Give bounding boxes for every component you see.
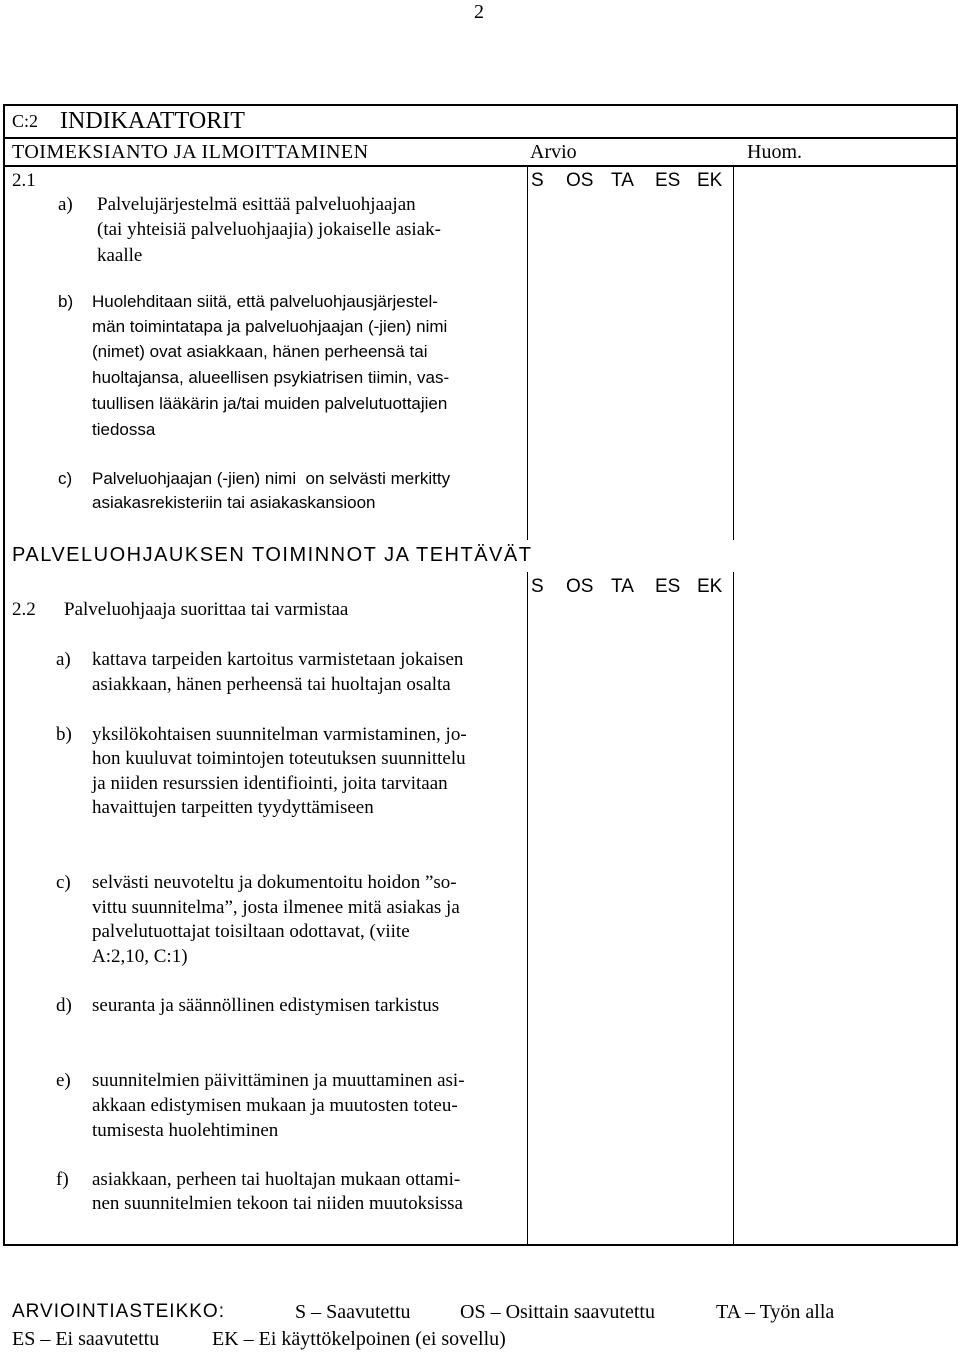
table-row-divider-title: [3, 137, 958, 139]
item-text-line: yksilökohtaisen suunnitelman varmistaminen, jo-: [92, 724, 467, 745]
item-text-line: (nimet) ovat asiakkaan, hänen perheensä tai: [92, 342, 428, 361]
item-label: b): [58, 292, 74, 311]
assessment-header: Arvio: [530, 141, 577, 163]
item-text-line: huoltajansa, alueellisen psykiatrisen tiimin, vas-: [92, 368, 450, 387]
rating-column-es: ES: [655, 170, 681, 191]
rating-column-s: S: [531, 576, 544, 597]
table-border-bottom: [3, 1244, 958, 1246]
table-border-left: [3, 104, 5, 1246]
item-label: e): [56, 1070, 71, 1091]
section-heading: PALVELUOHJAUKSEN TOIMINNOT JA TEHTÄVÄT: [12, 544, 533, 566]
item-text-line: asiakkaan, hänen perheensä tai huoltajan osalta: [92, 674, 451, 695]
rating-column-ek: EK: [697, 576, 723, 597]
legend-entry-es: ES – Ei saavutettu: [12, 1328, 160, 1350]
item-text-line: män toimintatapa ja palveluohjaajan (-jien) nimi: [92, 317, 448, 336]
assessment-column-left-border-2-2: [527, 572, 528, 1245]
item-text-line: seuranta ja säännöllinen edistymisen tarkistus: [92, 995, 440, 1016]
item-text-line: ja niiden resurssien identifiointi, joita tarvitaan: [92, 773, 448, 794]
table-border-right: [956, 104, 958, 1246]
rating-column-ta: TA: [611, 576, 634, 597]
section-title: INDIKAATTORIT: [60, 108, 245, 134]
item-text-line: hon kuuluvat toimintojen toteutuksen suunnittelu: [92, 748, 466, 769]
indicator-number: 2.1: [12, 170, 36, 191]
item-text-line: nen suunnitelmien tekoon tai niiden muutoksissa: [92, 1193, 463, 1214]
indicator-number: 2.2: [12, 599, 36, 620]
item-text-line: tuullisen lääkärin ja/tai muiden palvelutuottajien: [92, 394, 448, 413]
legend-entry-ta: TA – Työn alla: [716, 1301, 835, 1323]
item-text-line: (tai yhteisiä palveluohjaajia) jokaiselle asiak-: [97, 219, 441, 240]
rating-column-os: OS: [566, 170, 594, 191]
indicator-intro: Palveluohjaaja suorittaa tai varmistaa: [64, 599, 349, 620]
item-label: c): [56, 872, 71, 893]
rating-column-ek: EK: [697, 170, 723, 191]
item-text-line: Huolehditaan siitä, että palveluohjausjärjestel-: [92, 292, 438, 311]
subsection-title: TOIMEKSIANTO JA ILMOITTAMINEN: [12, 141, 369, 163]
item-text-line: tiedossa: [92, 420, 156, 439]
item-label: a): [56, 649, 71, 670]
rating-column-os: OS: [566, 576, 594, 597]
item-text-line: asiakkaan, perheen tai huoltajan mukaan ottami-: [92, 1169, 461, 1190]
item-text-line: palvelutuottajat toisiltaan odottavat, (viite: [92, 921, 410, 942]
item-text-line: Palvelujärjestelmä esittää palveluohjaajan: [97, 194, 416, 215]
legend-entry-os: OS – Osittain saavutettu: [460, 1301, 655, 1323]
rating-column-es: ES: [655, 576, 681, 597]
item-text-line: vittu suunnitelma”, josta ilmenee mitä asiakas ja: [92, 897, 460, 918]
item-text-line: tumisesta huolehtiminen: [92, 1120, 279, 1141]
assessment-column-right-border-2-2: [733, 572, 734, 1245]
section-code: C:2: [12, 111, 39, 131]
item-text-line: suunnitelmien päivittäminen ja muuttaminen asi-: [92, 1070, 465, 1091]
item-text-line: havaittujen tarpeitten tyydyttämiseen: [92, 797, 374, 818]
item-label: b): [56, 724, 72, 745]
item-text-line: akkaan edistymisen mukaan ja muutosten toteu-: [92, 1095, 458, 1116]
item-text-line: selvästi neuvoteltu ja dokumentoitu hoidon ”so-: [92, 872, 457, 893]
rating-column-ta: TA: [611, 170, 634, 191]
rating-column-s: S: [531, 170, 544, 191]
assessment-column-right-border-2-1: [733, 166, 734, 540]
notes-header: Huom.: [747, 141, 802, 163]
legend-entry-ek: EK – Ei käyttökelpoinen (ei sovellu): [212, 1328, 506, 1350]
item-label: d): [56, 995, 72, 1016]
legend-entry-s: S – Saavutettu: [295, 1301, 411, 1323]
item-label: c): [58, 469, 73, 488]
item-label: a): [58, 194, 73, 215]
item-text-line: kaalle: [97, 245, 143, 266]
assessment-column-left-border-2-1: [527, 166, 528, 540]
item-text-line: asiakasrekisteriin tai asiakaskansioon: [92, 493, 376, 512]
item-text-line: Palveluohjaajan (-jien) nimi on selvästi merkitty: [92, 469, 451, 488]
table-row-divider-header: [3, 165, 958, 167]
item-text-line: A:2,10, C:1): [92, 946, 188, 967]
legend-title: ARVIOINTIASTEIKKO:: [12, 1301, 225, 1322]
page-number: 2: [474, 1, 484, 23]
item-label: f): [56, 1169, 69, 1190]
item-text-line: kattava tarpeiden kartoitus varmistetaan jokaisen: [92, 649, 464, 670]
